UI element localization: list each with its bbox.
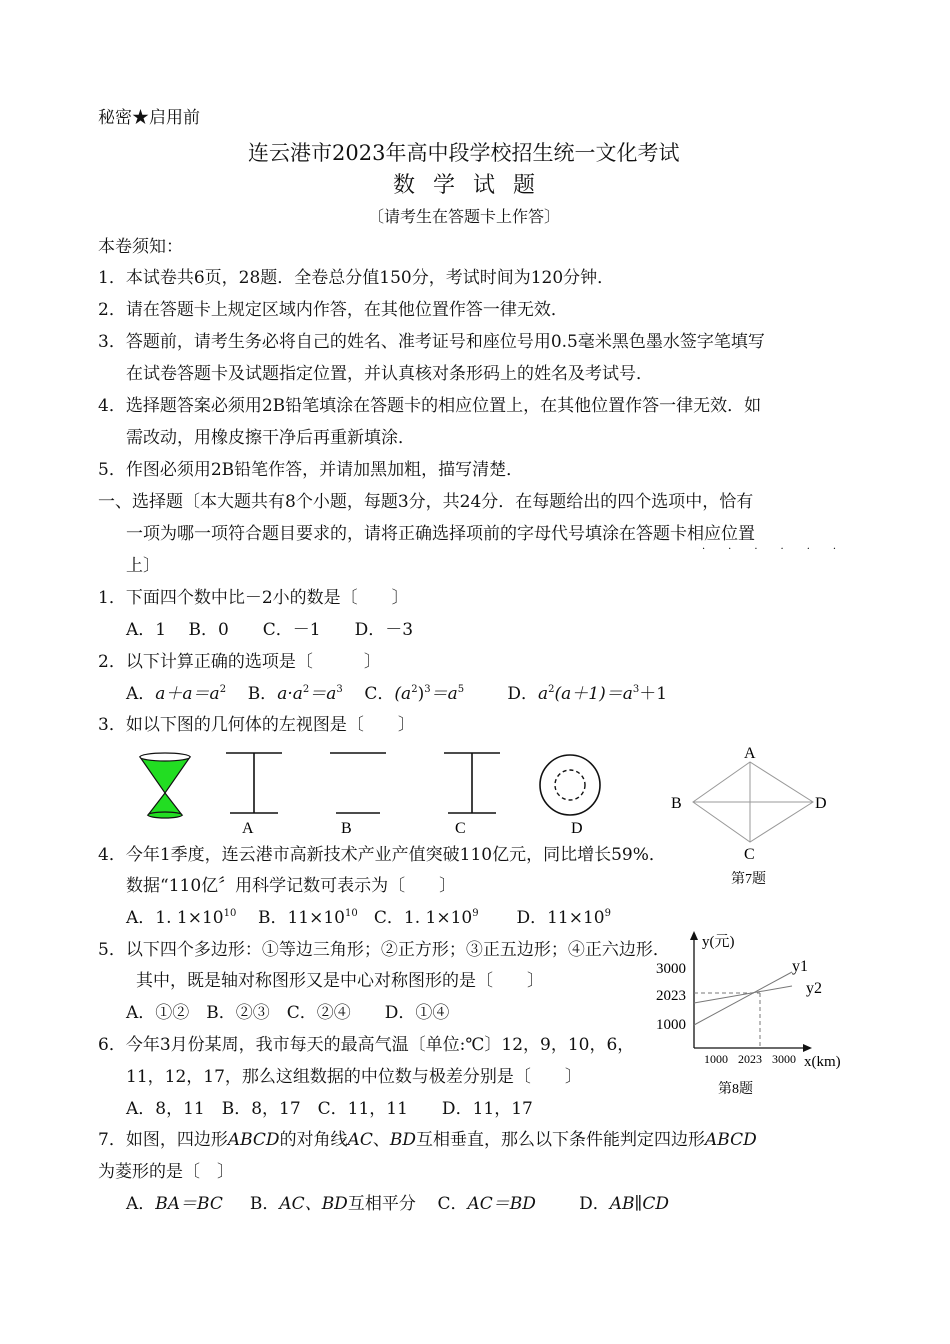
option-d-view bbox=[540, 755, 600, 815]
fig8-x-tick-3000: 3000 bbox=[772, 1052, 796, 1066]
notice-item-1: 1．本试卷共6页，28题．全卷总分值150分，考试时间为120分钟． bbox=[98, 268, 615, 288]
exam-title: 连云港市2023年高中段学校招生统一文化考试 bbox=[248, 141, 680, 165]
q6-options: A．8，11 B．8，17 C．11，11 D．11，17 bbox=[126, 1099, 533, 1119]
q7-options: A．BA＝BC B．AC、BD互相平分 C．AC＝BD D．AB∥CD bbox=[126, 1194, 670, 1214]
q6-stem2: 11，12，17，那么这组数据的中位数与极差分别是〔 〕 bbox=[126, 1067, 582, 1087]
q5-stem: 5．以下四个多边形：①等边三角形；②正方形；③正五边形；④正六边形． bbox=[98, 940, 670, 960]
q3-label-d: D bbox=[571, 820, 583, 837]
notice-item-4-cont: 需改动，用橡皮擦干净后再重新填涂． bbox=[126, 428, 415, 448]
section1-line2: 一项为哪一项符合题目要求的，请将正确选择项前的字母代号填涂在答题卡相应位置 bbox=[126, 524, 755, 544]
fig8-x-tick-1000: 1000 bbox=[704, 1052, 728, 1066]
subject-title: 数学试题 bbox=[393, 173, 554, 198]
fig7-rhombus bbox=[665, 740, 840, 890]
fig8-y-arrow bbox=[690, 931, 698, 940]
notice-item-5: 5．作图必须用2B铅笔作答，并请加黑加粗，描写清楚． bbox=[98, 460, 524, 480]
q2-stem: 2．以下计算正确的选项是〔 〕 bbox=[98, 652, 381, 672]
secret-label: 秘密★启用前 bbox=[98, 108, 200, 128]
fig7-caption: 第7题 bbox=[731, 872, 766, 887]
q3-stem: 3．如以下图的几何体的左视图是〔 〕 bbox=[98, 715, 415, 735]
q3-label-b: B bbox=[341, 820, 352, 837]
fig8-line-y1 bbox=[694, 972, 792, 1025]
q7-stem2: 为菱形的是〔 〕 bbox=[98, 1162, 234, 1182]
fig7-point-a: A bbox=[744, 745, 756, 762]
fig8-line-label-y1: y1 bbox=[792, 958, 808, 975]
fig8-x-tick-2023: 2023 bbox=[738, 1052, 762, 1066]
fig8-caption: 第8题 bbox=[718, 1082, 753, 1097]
q4-stem2: 数据“110亿〞用科学记数可表示为〔 〕 bbox=[126, 876, 457, 896]
fig8-y-label: y(元) bbox=[702, 934, 735, 950]
q7-stem: 7．如图，四边形ABCD的对角线AC、BD互相垂直，那么以下条件能判定四边形ABCD bbox=[98, 1130, 757, 1150]
q1-stem: 1．下面四个数中比－2小的数是〔 〕 bbox=[98, 588, 409, 608]
q5-options: A．①② B．②③ C．②④ D．①④ bbox=[126, 1003, 450, 1023]
option-b-view bbox=[330, 753, 386, 813]
fig7-point-c: C bbox=[744, 846, 755, 863]
section1-line1: 一、选择题〔本大题共有8个小题，每题3分，共24分．在每题给出的四个选项中，恰有 bbox=[98, 492, 754, 512]
notice-item-2: 2．请在答题卡上规定区域内作答，在其他位置作答一律无效． bbox=[98, 300, 568, 320]
fig7-point-b: B bbox=[671, 795, 682, 812]
q4-options: A．1. $1\times 10^{10}$ B．$11\times 10^{10}$ C．1. $1\times 10^9$ D．$11\times 10^9$ bbox=[126, 908, 611, 928]
notice-item-3-cont: 在试卷答题卡及试题指定位置，并认真核对条形码上的姓名及考试号． bbox=[126, 364, 653, 384]
fig8-y-tick-1000: 1000 bbox=[656, 1017, 686, 1033]
fig8-line-label-y2: y2 bbox=[806, 980, 822, 997]
fig8-line-y2 bbox=[694, 986, 792, 1003]
section1-line3: 上〕 bbox=[126, 556, 160, 576]
option-c-view bbox=[444, 753, 500, 813]
fig7-point-d: D bbox=[815, 795, 827, 812]
fig8-x-arrow bbox=[803, 1044, 812, 1052]
q3-label-c: C bbox=[455, 820, 466, 837]
q4-stem: 4．今年1季度，连云港市高新技术产业产值突破110亿元，同比增长59%． bbox=[98, 845, 666, 865]
q2-options: A．$a+a=a^2$ B．$a\cdot a^2=a^3$ C．$(a^2)^3=a^5$ D．$a^2(a+1)=a^3+1$ bbox=[126, 684, 668, 704]
q1-options: A．1 B．0 C．－1 D．－3 bbox=[126, 620, 414, 640]
fig8-graph bbox=[652, 928, 850, 1100]
notice-item-4: 4．选择题答案必须用2B铅笔填涂在答题卡的相应位置上，在其他位置作答一律无效．如 bbox=[98, 396, 762, 416]
q5-stem2: 其中，既是轴对称图形又是中心对称图形的是〔 〕 bbox=[136, 971, 544, 991]
double-cone-solid bbox=[140, 753, 190, 818]
answer-note: 〔请考生在答题卡上作答〕 bbox=[368, 207, 561, 226]
fig8-x-label: x(km) bbox=[804, 1054, 841, 1070]
notice-item-3: 3．答题前，请考生务必将自己的姓名、准考证号和座位号用0.5毫米黑色墨水签字笔填写 bbox=[98, 332, 765, 352]
fig8-y-tick-3000: 3000 bbox=[656, 961, 686, 977]
option-a-view bbox=[226, 753, 282, 813]
q3-figures bbox=[130, 745, 610, 840]
q6-stem: 6．今年3月份某周，我市每天的最高气温〔单位:℃〕12，9，10，6， bbox=[98, 1035, 635, 1055]
notice-heading: 本卷须知： bbox=[98, 237, 183, 257]
q3-label-a: A bbox=[242, 820, 254, 837]
fig8-y-tick-2023: 2023 bbox=[656, 988, 686, 1004]
emphasis-dots: ······ bbox=[702, 544, 860, 555]
